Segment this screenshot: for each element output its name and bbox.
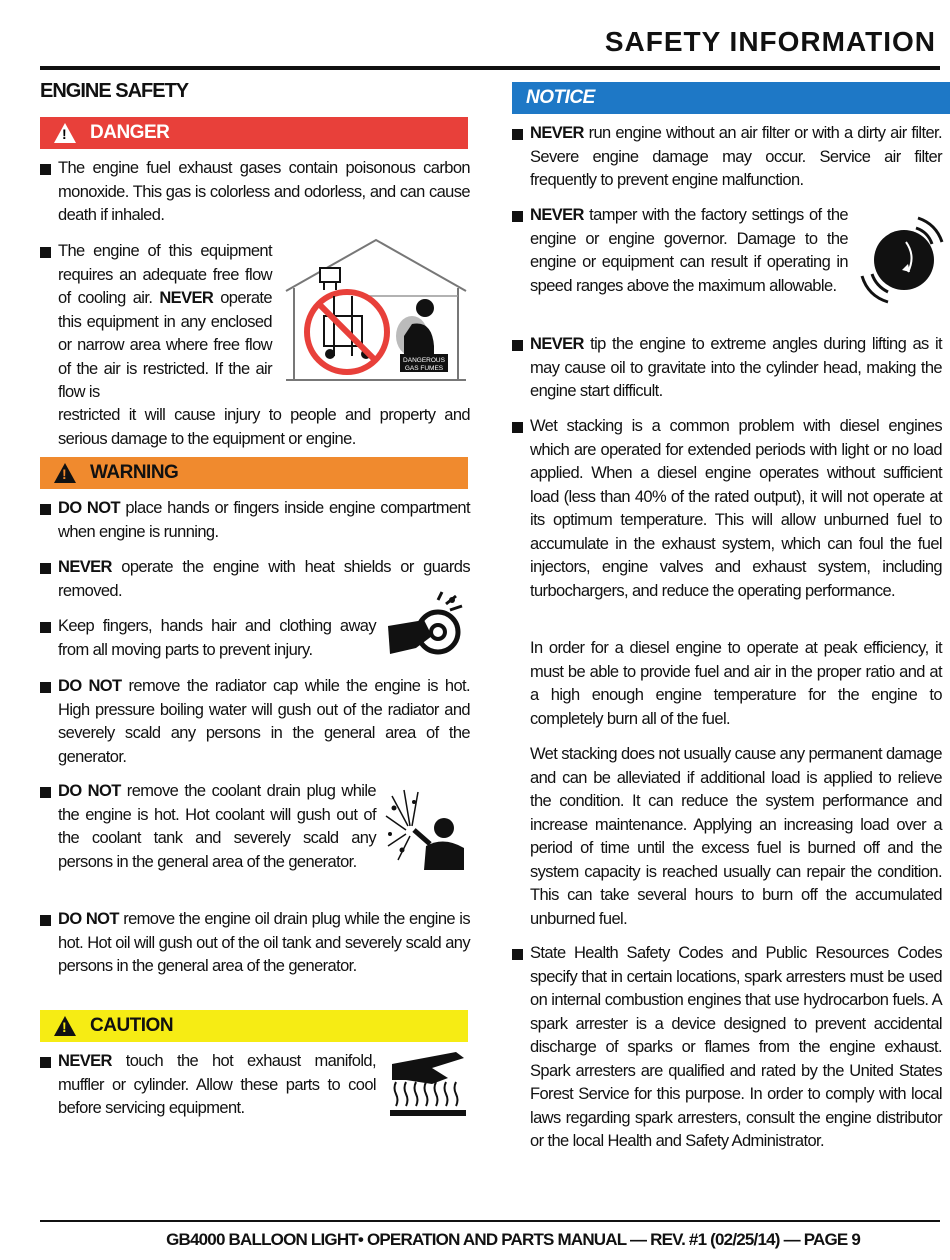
- caution-banner: [40, 1010, 468, 1042]
- bullet-icon: [40, 682, 51, 693]
- enclosed-area-exhaust-illustration: [282, 236, 470, 382]
- page-footer: GB4000 BALLOON LIGHT• OPERATION AND PARTS MANUAL — REV. #1 (02/25/14) — PAGE 9: [166, 1230, 860, 1249]
- notice-item-1-text: run engine without an air filter or with a dirty air filter. Severe engine damage may occur. Service air filter frequently to prevent engine malfunction.: [530, 124, 942, 189]
- danger-banner: [40, 117, 468, 149]
- fumes-label-1: DANGEROUS: [403, 357, 445, 364]
- danger-item-2-continued: restricted it will cause injury to people and property and serious damage to the equipment or engine.: [58, 406, 470, 448]
- danger-item-2-text-b: operate this equipment in any enclosed or narrow area where free flow of the air is restricted. If the air flow is: [58, 289, 272, 401]
- notice-item-4: [512, 415, 942, 603]
- bullet-icon: [40, 915, 51, 926]
- notice-wet-stacking-paragraph-3: Wet stacking does not usually cause any permanent damage and can be alleviated if additional load is applied to relieve the condition. It can reduce the system performance and increase maintenance. Applying an increasing load over a period of time until the excess fuel is burned off and the system capacity is reached usually can repair the condition. This can take several hours to burn off the accumulated unburned fuel.: [530, 745, 942, 928]
- bullet-icon: [512, 422, 523, 433]
- notice-label: NOTICE: [526, 87, 595, 108]
- danger-label: DANGER: [90, 122, 170, 143]
- notice-item-2-text: tamper with the factory settings of the engine or engine governor. Damage to the engine or equipment can result if operating in speed ranges above the maximum allowable.: [530, 206, 848, 295]
- notice-wet-stacking-paragraph-2: In order for a diesel engine to operate at peak efficiency, it must be able to provide fuel and air in the proper ratio and at a high enough engine temperature for the engine to completely burn all of the fuel.: [530, 639, 942, 728]
- bullet-icon: [40, 787, 51, 798]
- hand-entanglement-icon: [386, 590, 468, 664]
- header-rule: [40, 66, 940, 70]
- notice-item-5-text: State Health Safety Codes and Public Resources Codes specify that in certain locations, spark arresters must be used on internal combustion engines that use hydrocarbon fuels. A spark arrester is a device designed to prevent accidental discharge of sparks or flames from the engine exhaust. Spark arresters are qualified and rated by the United States Forest Service for this purpose. In order to comply with local laws regarding spark arresters, consult the engine distributor or the local Health and Safety Administrator.: [530, 944, 942, 1150]
- bullet-icon: [512, 129, 523, 140]
- danger-item-1: [40, 157, 470, 228]
- warning-item-5: [40, 780, 376, 874]
- section-title: ENGINE SAFETY: [40, 80, 189, 102]
- danger-item-2-emphasis: NEVER: [159, 289, 214, 307]
- danger-item-2: [40, 240, 272, 405]
- warning-item-2-text: operate the engine with heat shields or guards removed.: [58, 558, 470, 600]
- notice-item-3-text: tip the engine to extreme angles during lifting as it may cause oil to gravitate into the cylinder head, making the engine start difficult.: [530, 335, 942, 400]
- hot-liquid-spray-icon: [384, 786, 468, 872]
- bullet-icon: [512, 340, 523, 351]
- warning-item-1-emphasis: DO NOT: [58, 499, 120, 517]
- warning-item-3-text: Keep fingers, hands hair and clothing away from all moving parts to prevent injury.: [58, 617, 376, 659]
- bullet-icon: [40, 622, 51, 633]
- speed-dial-icon: [856, 212, 944, 308]
- fumes-label-2: GAS FUMES: [404, 365, 444, 372]
- caution-item-1-emphasis: NEVER: [58, 1052, 112, 1070]
- notice-item-3: [512, 333, 942, 404]
- notice-item-4-text: Wet stacking is a common problem with diesel engines which are operated for extended periods with light or no load applied. When a diesel engine operates without sufficient load (less than 40% of the rated output), it will not operate at its optimum temperature. This will allow unburned fuel to accumulate in the exhaust system, which can foul the fuel injectors, engine valves and exhaust system, including turbochargers, and reduce the operating performance.: [530, 417, 942, 600]
- warning-item-5-emphasis: DO NOT: [58, 782, 121, 800]
- warning-item-1: [40, 497, 470, 544]
- warning-item-2-emphasis: NEVER: [58, 558, 112, 576]
- warning-item-4: [40, 675, 470, 769]
- notice-item-1: [512, 122, 942, 193]
- warning-item-4-emphasis: DO NOT: [58, 677, 122, 695]
- notice-item-2: [512, 204, 848, 298]
- warning-triangle-icon: [54, 463, 76, 483]
- bullet-icon: [40, 563, 51, 574]
- warning-item-6: [40, 908, 470, 979]
- warning-banner: [40, 457, 468, 489]
- warning-item-5-text: remove the coolant drain plug while the engine is hot. Hot coolant will gush out of the coolant tank and severely scald any persons in the general area of the generator.: [58, 782, 376, 871]
- bullet-icon: [512, 949, 523, 960]
- bullet-icon: [40, 504, 51, 515]
- notice-item-3-emphasis: NEVER: [530, 335, 584, 353]
- warning-label: WARNING: [90, 462, 179, 483]
- page-header-title: SAFETY INFORMATION: [604, 26, 936, 57]
- hot-surface-icon: [386, 1044, 468, 1120]
- notice-item-5: [512, 942, 942, 1154]
- bullet-icon: [40, 164, 51, 175]
- bullet-icon: [40, 247, 51, 258]
- warning-item-1-text: place hands or fingers inside engine compartment when engine is running.: [58, 499, 470, 541]
- bullet-icon: [40, 1057, 51, 1068]
- danger-item-2-text-a: The engine of this equipment requires an adequate free flow of cooling air.: [58, 242, 272, 307]
- caution-label: CAUTION: [90, 1015, 174, 1036]
- warning-item-6-emphasis: DO NOT: [58, 910, 119, 928]
- bullet-icon: [512, 211, 523, 222]
- notice-item-1-emphasis: NEVER: [530, 124, 584, 142]
- caution-item-1-text: touch the hot exhaust manifold, muffler or cylinder. Allow these parts to cool before servicing equipment.: [58, 1052, 376, 1117]
- danger-item-1-text: The engine fuel exhaust gases contain poisonous carbon monoxide. This gas is colorless and odorless, and can cause death if inhaled.: [58, 159, 470, 224]
- warning-item-6-text: remove the engine oil drain plug while the engine is hot. Hot oil will gush out of the oil tank and severely scald any persons in the general area of the generator.: [58, 910, 470, 975]
- notice-item-2-emphasis: NEVER: [530, 206, 584, 224]
- notice-banner: [512, 82, 950, 114]
- footer-rule: [40, 1220, 940, 1222]
- caution-item-1: [40, 1050, 376, 1121]
- warning-triangle-icon: [54, 1016, 76, 1036]
- warning-item-3: [40, 615, 376, 662]
- warning-triangle-icon: [54, 123, 76, 143]
- warning-item-4-text: remove the radiator cap while the engine is hot. High pressure boiling water will gush out of the radiator and severely scald any persons in the general area of the generator.: [58, 677, 470, 766]
